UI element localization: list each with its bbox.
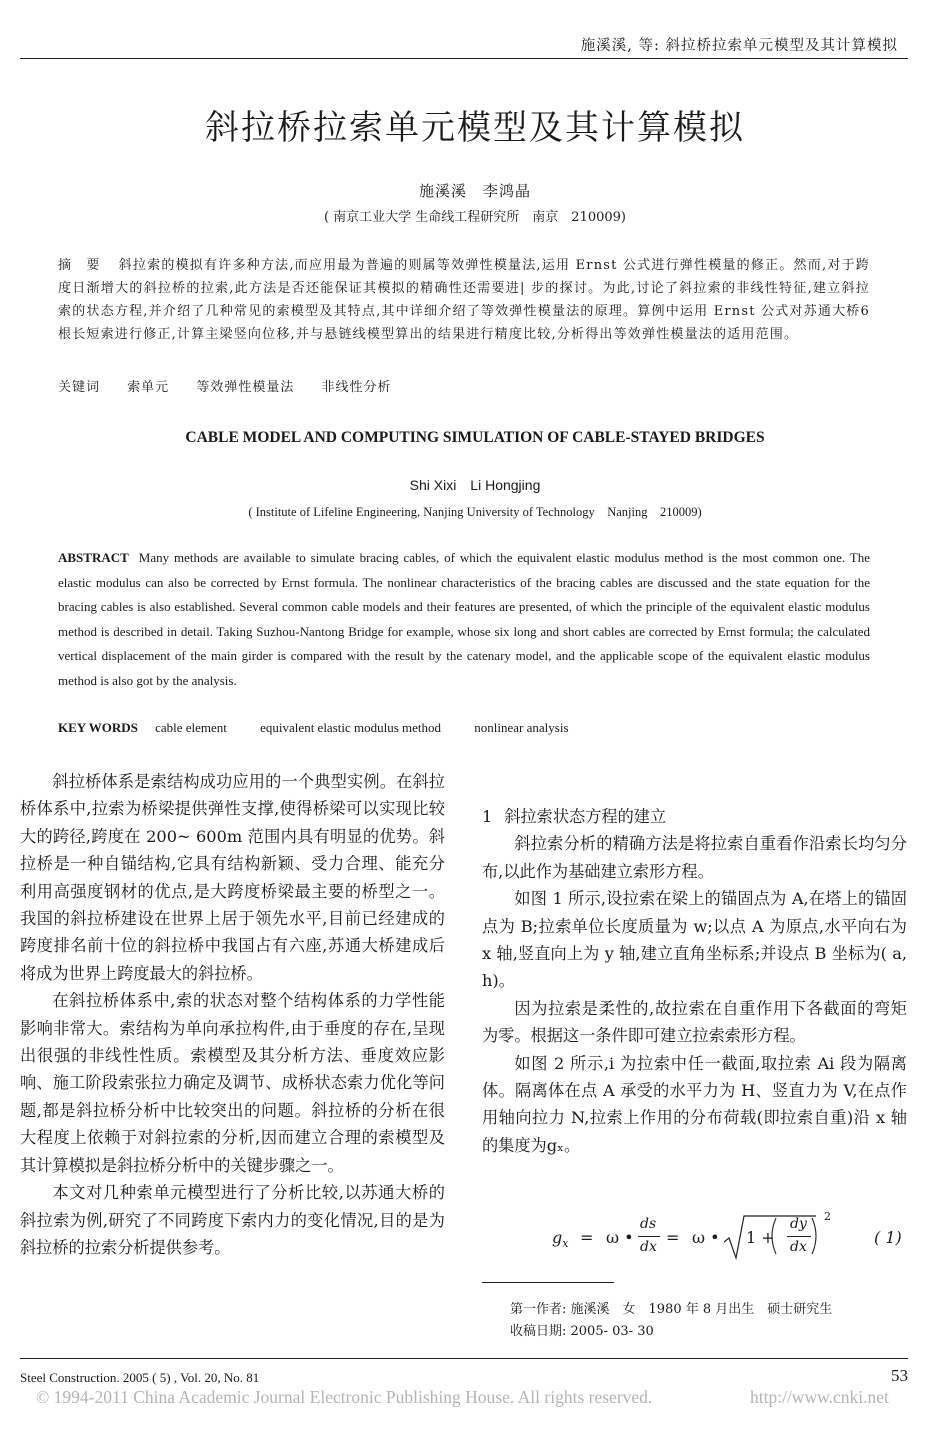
paper-title-en: CABLE MODEL AND COMPUTING SIMULATION OF CABLE-STAYED BRIDGES bbox=[185, 429, 765, 446]
copyright-url: http://www.cnki.net bbox=[750, 1387, 889, 1407]
footer-rule bbox=[20, 1358, 908, 1359]
paper-title-cn: 斜拉桥拉索单元模型及其计算模拟 bbox=[205, 108, 745, 148]
copyright-text: © 1994-2011 China Academic Journal Electronic Publishing House. All rights reserved. bbox=[36, 1387, 653, 1407]
body-paragraph: 本文对几种索单元模型进行了分析比较,以苏通大桥的斜拉索为例,研究了不同跨度下索内力的变化情况,目的是为斜拉桥的拉索分析提供参考。 bbox=[20, 1183, 445, 1257]
body-paragraph: 斜拉桥体系是索结构成功应用的一个典型实例。在斜拉桥体系中,拉索为桥梁提供弹性支撑,使得桥梁可以实现比较大的跨径,跨度在 200~ 600m 范围内具有明显的优势。斜拉桥是一种自锚结构,它具有结构新颖、受力合理、能充分利用高强度钢材的优点,是大跨度桥梁最主要的桥型之一。我国的斜拉桥建设在世界上居于领先水平,目前已经建成的跨度排名前十位的斜拉桥中我国占有六座,苏通大桥建成后将成为世界上跨度最大的斜拉桥。 bbox=[20, 772, 445, 983]
section-heading bbox=[482, 803, 907, 830]
eq-omega: ω • bbox=[606, 1228, 634, 1247]
keyword-en: cable element bbox=[155, 720, 227, 735]
authors-cn: 施溪溪 李鸿晶 bbox=[418, 182, 531, 200]
keywords-en-label: KEY WORDS bbox=[58, 720, 138, 735]
running-header: 施溪溪, 等: 斜拉桥拉索单元模型及其计算模拟 bbox=[580, 38, 898, 54]
footnote-rule bbox=[482, 1282, 614, 1283]
affiliation-en: ( Institute of Lifeline Engineering, Nanjing University of Technology Nanjing 210009) bbox=[248, 505, 702, 519]
eq-fraction-bar bbox=[787, 1236, 811, 1237]
eq-power: 2 bbox=[824, 1210, 831, 1223]
keyword-cn: 等效弹性模量法 bbox=[196, 380, 295, 395]
body-paragraph: 斜拉索分析的精确方法是将拉索自重看作沿索长均匀分布,以此作为基础建立索形方程。 bbox=[482, 834, 907, 881]
eq-fraction-bar bbox=[638, 1236, 660, 1237]
eq-number: ( 1) bbox=[874, 1228, 902, 1247]
footnote-date: 收稿日期: 2005- 03- 30 bbox=[510, 1324, 654, 1339]
page-number: 53 bbox=[891, 1366, 908, 1385]
abstract-cn-label: 摘 要 bbox=[58, 258, 101, 273]
eq-one-plus: 1 + bbox=[746, 1228, 775, 1247]
header-rule bbox=[20, 58, 908, 59]
keywords-cn bbox=[58, 376, 413, 395]
authors-en: Shi Xixi Li Hongjing bbox=[409, 477, 541, 493]
keywords-en bbox=[58, 720, 599, 736]
section-number: 1 bbox=[482, 807, 493, 826]
body-paragraph: 在斜拉桥体系中,索的状态对整个结构体系的力学性能影响非常大。索结构为单向承拉构件,由于垂度的存在,呈现出很强的非线性性质。索模型及其分析方法、垂度效应影响、施工阶段索张拉力确定及调节、成桥状态索力优化等问题,都是斜拉桥分析中比较突出的问题。斜拉桥的分析在很大程度上依赖于对斜拉索的分析,因而建立合理的索模型及其计算模拟是斜拉桥分析中的关键步骤之一。 bbox=[20, 991, 445, 1175]
footnote-author: 第一作者: 施溪溪 女 1980 年 8 月出生 硕士研究生 bbox=[510, 1302, 833, 1317]
keyword-en: equivalent elastic modulus method bbox=[260, 720, 442, 735]
abstract-cn bbox=[58, 254, 870, 346]
keywords-cn-label: 关键词 bbox=[58, 380, 101, 395]
body-paragraph: 如图 1 所示,设拉索在梁上的锚固点为 A,在塔上的锚固点为 B;拉索单位长度质量为 w;以点 A 为原点,水平向右为 x 轴,竖直向上为 y 轴,建立直角坐标系;并设点 B 坐标为( a, h)。 bbox=[482, 889, 907, 991]
keyword-cn: 索单元 bbox=[127, 380, 170, 395]
section-title: 斜拉索状态方程的建立 bbox=[504, 807, 667, 826]
body-right-column bbox=[482, 803, 907, 1159]
eq-equals: = bbox=[666, 1228, 680, 1247]
affiliation-cn: ( 南京工业大学 生命线工程研究所 南京 210009) bbox=[323, 210, 627, 225]
keyword-cn: 非线性分析 bbox=[321, 380, 392, 395]
eq-dx2: dx bbox=[790, 1239, 807, 1255]
abstract-en-text: Many methods are available to simulate bracing cables, of which the equivalent elastic modulus method is the most common one. The elastic modulus can also be corrected by Ernst formula. The nonlinear characteristics of the bracing cables are discussed and the state equation for the bracing cables is also established. Several common cable models and their features are presented, of which the principle of the equivalent elastic modulus method is described in detail. Taking Suzhou-Nantong Bridge for example, whose six long and short cables are corrected by Ernst formula; the calculated vertical displacement of the main girder is compared with the result by the catenary model, and the applicable scope of the equivalent elastic modulus method is also got by the analysis. bbox=[58, 550, 870, 688]
abstract-en bbox=[58, 546, 870, 694]
body-left-column bbox=[20, 768, 445, 1261]
footer-journal: Steel Construction. 2005 ( 5) , Vol. 20, No. 81 bbox=[20, 1370, 260, 1385]
copyright-watermark bbox=[36, 1387, 889, 1408]
eq-equals: = bbox=[580, 1228, 594, 1247]
eq-lhs: $g_x$ bbox=[552, 1228, 569, 1251]
keyword-en: nonlinear analysis bbox=[474, 720, 569, 735]
abstract-cn-text: 斜拉索的模拟有许多种方法,而应用最为普遍的则属等效弹性模量法,运用 Ernst 公式进行弹性模量的修正。然而,对于跨度日渐增大的斜拉桥的拉索,此方法是否还能保证其模拟的精确性还需要进| 步的探讨。为此,讨论了斜拉索的非线性特征,建立斜拉索的状态方程,并介绍了几种常见的索模型及其特点,其中详细介绍了等效弹性模量法的原理。算例中运用 Ernst 公式对苏通大桥6根长短索进行修正,计算主梁竖向位移,并与悬链线模型算出的结果进行精度比较,分析得出等效弹性模量法的适用范围。 bbox=[58, 258, 870, 342]
body-paragraph: 如图 2 所示,i 为拉索中任一截面,取拉索 Ai 段为隔离体。隔离体在点 A 承受的水平力为 H、竖直力为 V,在点作用轴向拉力 N,拉索上作用的分布荷载(即拉索自重)沿 x 轴的集度为gₓ。 bbox=[482, 1053, 907, 1155]
equation-1 bbox=[480, 1210, 910, 1262]
eq-dy: dy bbox=[790, 1216, 807, 1232]
eq-ds: ds bbox=[640, 1216, 657, 1232]
abstract-en-label: ABSTRACT bbox=[58, 550, 129, 565]
eq-omega: ω • bbox=[692, 1228, 720, 1247]
eq-dx: dx bbox=[640, 1239, 657, 1255]
body-paragraph: 因为拉索是柔性的,故拉索在自重作用下各截面的弯矩为零。根据这一条件即可建立拉索索形方程。 bbox=[482, 998, 907, 1046]
